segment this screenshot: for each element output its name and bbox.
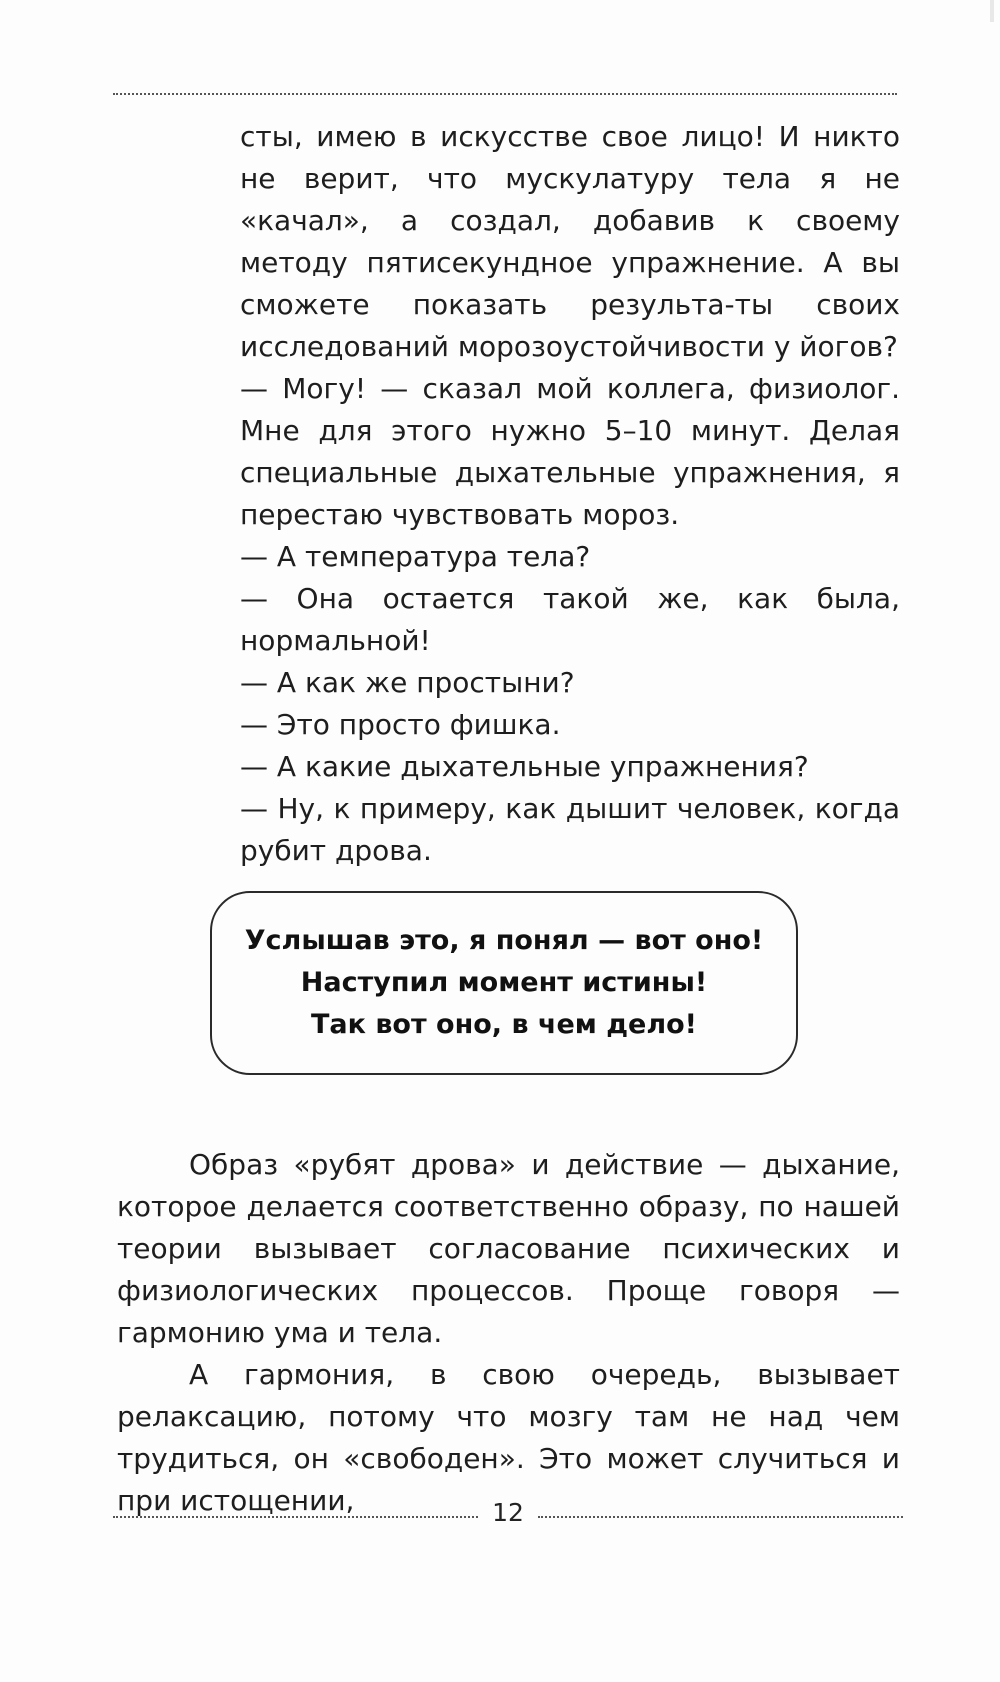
body-text	[117, 1144, 900, 1522]
dialogue-line: — А температура тела?	[240, 540, 591, 573]
page-edge-mark	[990, 0, 994, 22]
body-paragraph-2: А гармония, в свою очередь, вызывает релаксацию, потому что мозгу там не над чем трудиться, он «свободен». Это может случиться и при истощении,	[117, 1358, 900, 1517]
callout-line-1: Услышав это, я понял — вот оно!	[244, 925, 764, 956]
callout-line-3: Так вот оно, в чем дело!	[310, 1009, 697, 1040]
page-number: 12	[492, 1497, 524, 1527]
dialogue-line: — А как же простыни?	[240, 666, 575, 699]
footer-dotted-rule-left	[113, 1516, 478, 1518]
callout-line-2: Наступил момент истины!	[300, 967, 708, 998]
dialogue-line: — Это просто фишка.	[240, 708, 561, 741]
dialogue-line: — Ну, к примеру, как дышит человек, когда рубит дрова.	[240, 792, 900, 867]
body-paragraph-1: Образ «рубят дрова» и действие — дыхание, которое делается соответственно образу, по нашей теории вызывает согласование психических и физиологических процессов. Проще говоря — гармонию ума и тела.	[117, 1148, 900, 1349]
dialogue-line: — А какие дыхательные упражнения?	[240, 750, 809, 783]
callout-box	[210, 891, 798, 1075]
dialogue-line: — Могу! — сказал мой коллега, физиолог. Мне для этого нужно 5–10 минут. Делая специальные дыхательные упражнения, я перестаю чувствовать мороз.	[240, 372, 900, 531]
page-footer	[113, 1492, 903, 1532]
dialogue-line: — Она остается такой же, как была, нормальной!	[240, 582, 900, 657]
top-dotted-rule	[113, 93, 897, 95]
footer-dotted-rule-right	[538, 1516, 903, 1518]
dialogue-line: сты, имею в искусстве свое лицо! И никто не верит, что мускулатуру тела я не «качал», а создал, добавив к своему методу пятисекундное упражнение. А вы сможете показать результа-ты своих исследований морозоустойчивости у йогов?	[240, 120, 900, 363]
dialogue-block	[240, 116, 900, 872]
